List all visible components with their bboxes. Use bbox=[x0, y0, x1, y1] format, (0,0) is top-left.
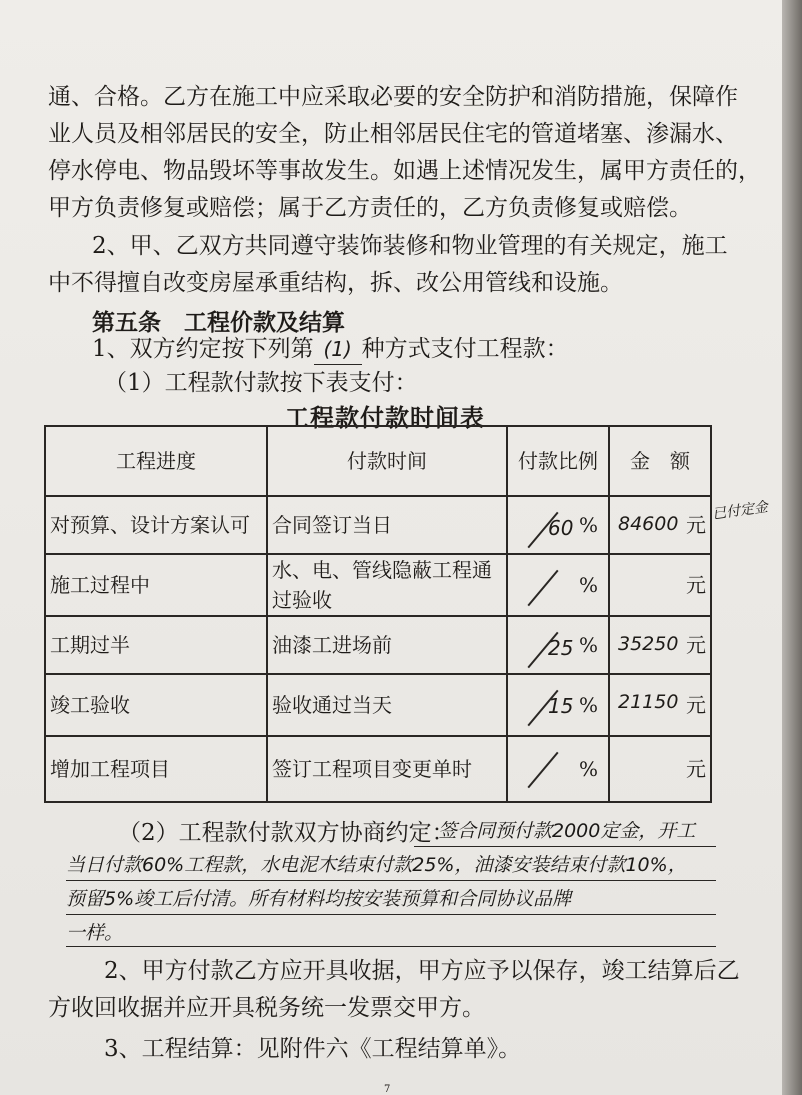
ratio-cell bbox=[507, 736, 609, 802]
payment-method-line bbox=[92, 334, 782, 365]
paragraph-line: 通、合格。乙方在施工中应采取必要的安全防护和消防措施，保障作 bbox=[48, 84, 738, 110]
paragraph-line: 甲方负责修复或赔偿；属于乙方责任的，乙方负责修复或赔偿。 bbox=[48, 195, 692, 221]
stage-cell: 对预算、设计方案认可 bbox=[45, 496, 267, 554]
table-row bbox=[45, 616, 711, 674]
slash-mark bbox=[527, 752, 558, 789]
ratio-handwritten: 15 bbox=[548, 694, 574, 718]
amount-cell bbox=[609, 554, 711, 616]
header-amount: 金 额 bbox=[609, 426, 711, 496]
agreement-handwritten-3: 预留5%竣工后付清。所有材料均按安装预算和合同协议品牌 bbox=[66, 888, 572, 910]
amount-cell bbox=[609, 736, 711, 802]
ratio-cell bbox=[507, 616, 609, 674]
paragraph-line: 2、甲、乙双方共同遵守装饰装修和物业管理的有关规定，施工 bbox=[92, 233, 728, 259]
time-cell: 水、电、管线隐蔽工程通过验收 bbox=[267, 554, 507, 616]
agreement-handwritten-1: 签合同预付款2000定金，开工 bbox=[438, 820, 696, 842]
percent-sign: % bbox=[578, 693, 598, 717]
table-row bbox=[45, 554, 711, 616]
payment-method-suffix: 种方式支付工程款： bbox=[361, 336, 569, 362]
agreement-handwritten-4: 一样。 bbox=[66, 922, 124, 944]
header-pay-time: 付款时间 bbox=[267, 426, 507, 496]
page-number: 7 bbox=[384, 1084, 391, 1095]
yuan-unit: 元 bbox=[686, 513, 706, 537]
percent-sign: % bbox=[578, 633, 598, 657]
stage-cell: 工期过半 bbox=[45, 616, 267, 674]
table-title: 工程款付款时间表 bbox=[285, 404, 485, 432]
payment-method-fill: (1) bbox=[314, 334, 362, 365]
payment-schedule-table bbox=[44, 425, 712, 803]
table-row bbox=[45, 496, 711, 554]
percent-sign: % bbox=[578, 513, 598, 537]
amount-cell bbox=[609, 616, 711, 674]
amount-handwritten: 21150 bbox=[618, 691, 679, 713]
amount-handwritten: 84600 bbox=[618, 513, 679, 535]
article-number: 第五条 bbox=[92, 309, 161, 336]
percent-sign: % bbox=[578, 573, 598, 597]
table-row bbox=[45, 674, 711, 736]
paragraph-line: 停水停电、物品毁坏等事故发生。如遇上述情况发生，属甲方责任的， bbox=[48, 158, 761, 184]
time-cell: 油漆工进场前 bbox=[267, 616, 507, 674]
header-ratio: 付款比例 bbox=[507, 426, 609, 496]
agreement-handwritten-2: 当日付款60%工程款，水电泥木结束付款25%，油漆安装结束付款10%， bbox=[66, 854, 687, 876]
paragraph-line: 3、工程结算：见附件六《工程结算单》。 bbox=[104, 1036, 522, 1062]
header-progress: 工程进度 bbox=[45, 426, 267, 496]
article-title: 工程价款及结算 bbox=[184, 309, 345, 336]
yuan-unit: 元 bbox=[686, 633, 706, 657]
ratio-cell bbox=[507, 674, 609, 736]
table-intro: （1）工程款付款按下表支付： bbox=[104, 370, 418, 396]
margin-handwritten-note: 已付定金 bbox=[711, 499, 769, 523]
agreement-label: （2）工程款付款双方协商约定： bbox=[118, 820, 455, 846]
amount-cell bbox=[609, 496, 711, 554]
yuan-unit: 元 bbox=[686, 573, 706, 597]
ratio-cell bbox=[507, 554, 609, 616]
stage-cell: 施工过程中 bbox=[45, 554, 267, 616]
ratio-cell bbox=[507, 496, 609, 554]
ratio-handwritten: 25 bbox=[548, 636, 574, 660]
paragraph-line: 方收回收据并应开具税务统一发票交甲方。 bbox=[48, 995, 485, 1021]
paragraph-line: 中不得擅自改变房屋承重结构，拆、改公用管线和设施。 bbox=[48, 270, 623, 296]
page-edge-shadow bbox=[782, 0, 802, 1095]
paragraph-line: 2、甲方付款乙方应开具收据，甲方应予以保存，竣工结算后乙 bbox=[104, 958, 740, 984]
ratio-handwritten: 60 bbox=[548, 516, 574, 540]
payment-method-prefix: 1、双方约定按下列第 bbox=[92, 336, 314, 362]
yuan-unit: 元 bbox=[686, 693, 706, 717]
percent-sign: % bbox=[578, 757, 598, 781]
time-cell: 签订工程项目变更单时 bbox=[267, 736, 507, 802]
yuan-unit: 元 bbox=[686, 757, 706, 781]
slash-mark bbox=[527, 570, 558, 607]
time-cell: 合同签订当日 bbox=[267, 496, 507, 554]
amount-handwritten: 35250 bbox=[618, 633, 679, 655]
amount-cell bbox=[609, 674, 711, 736]
table-row bbox=[45, 736, 711, 802]
stage-cell: 竣工验收 bbox=[45, 674, 267, 736]
time-cell: 验收通过当天 bbox=[267, 674, 507, 736]
paragraph-line: 业人员及相邻居民的安全，防止相邻居民住宅的管道堵塞、渗漏水、 bbox=[48, 121, 738, 147]
table-header-row bbox=[45, 426, 711, 496]
handwriting-rule bbox=[66, 918, 716, 947]
stage-cell: 增加工程项目 bbox=[45, 736, 267, 802]
